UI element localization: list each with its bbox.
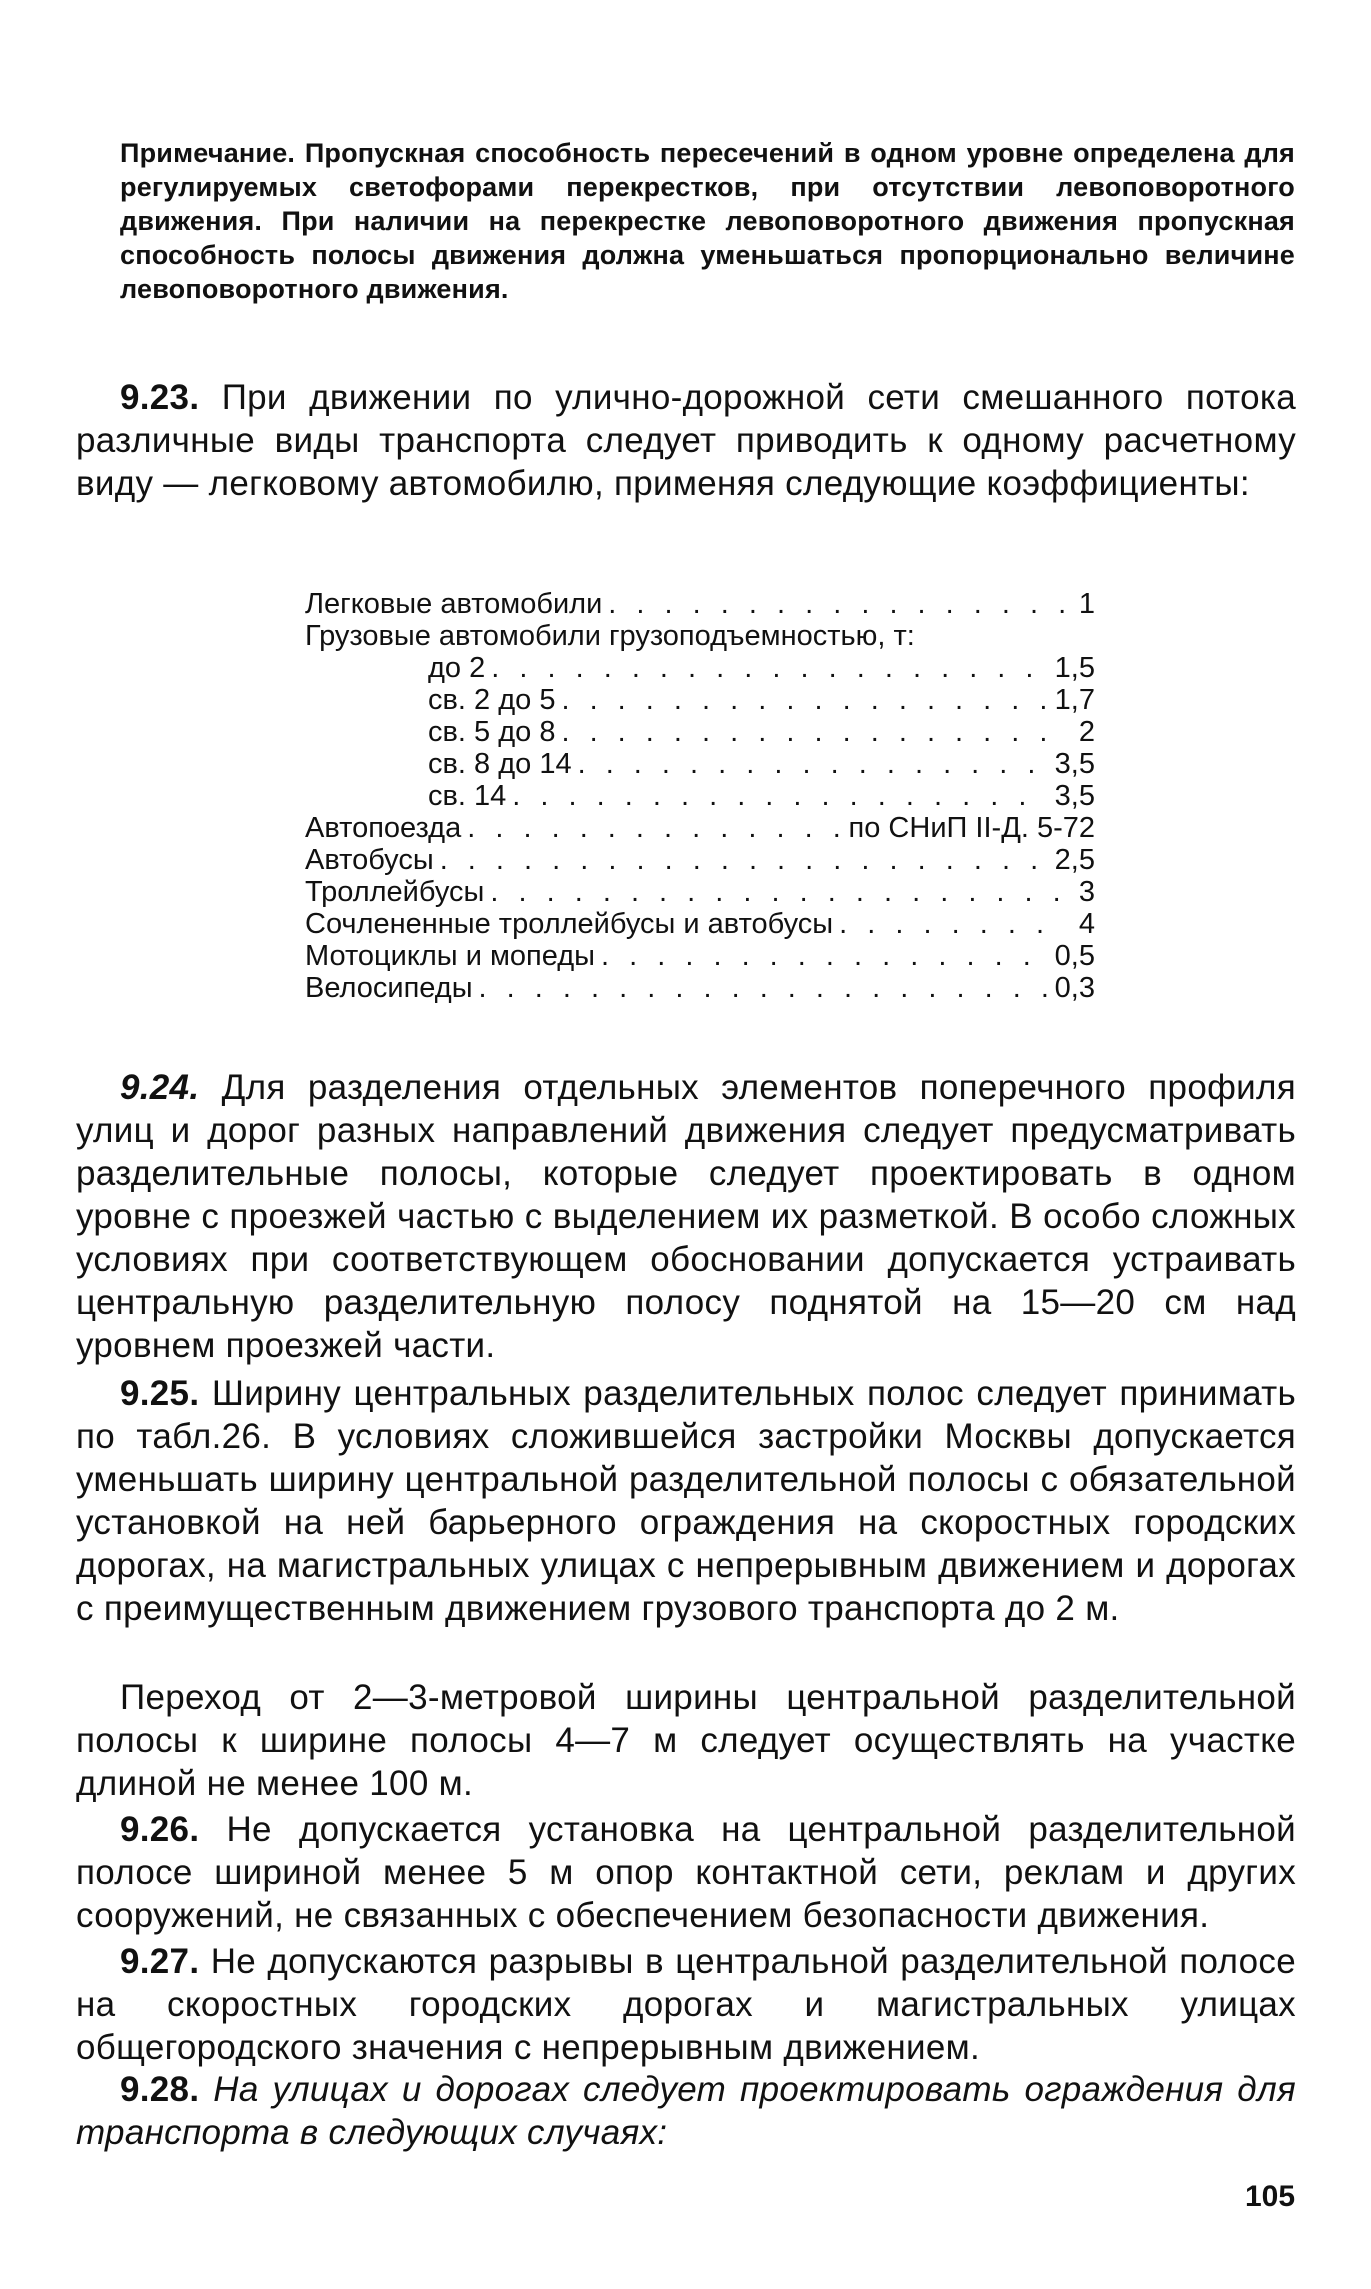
clause-9-25-continued [76,1676,1296,1805]
coef-name: Грузовые автомобили грузоподъемностью, т: [305,620,915,652]
coef-name: Легковые автомобили [305,588,603,620]
clause-text: При движении по улично-дорожной сети смешанного потока различные виды транспорта следует приводить к одному расчетному виду — легковому автомобилю, применяя следующие коэффициенты: [76,378,1296,503]
clause-9-25 [76,1372,1296,1630]
coef-row [305,812,1095,844]
clause-number: 9.26. [120,1810,200,1849]
leader-dots [490,876,1065,908]
coef-name: Сочлененные троллейбусы и автобусы [305,908,834,940]
leader-dots [512,780,1048,812]
clause-number: 9.23. [120,378,200,417]
coefficients-list [305,588,1095,1004]
coef-name: Мотоциклы и мопеды [305,940,595,972]
coef-value: 2,5 [1054,844,1095,876]
clause-number: 9.24. [120,1068,200,1107]
coef-name: св. 5 до 8 [428,716,556,748]
coef-row [305,844,1095,876]
clause-9-23 [76,376,1296,505]
clause-text: Не допускается установка на центральной разделительной полосе шириной менее 5 м опор контактной сети, реклам и других сооружений, не связанных с обеспечением безопасности движения. [76,1810,1296,1935]
coef-name: св. 14 [428,780,507,812]
coef-value: 4 [1078,908,1095,940]
coef-name: св. 8 до 14 [428,748,572,780]
coef-row [305,748,1095,780]
clause-text: Для разделения отдельных элементов поперечного профиля улиц и дорог разных направлений движения следует предусматривать разделительные полосы, которые следует проектировать в одном уровне с проезжей частью с выделением их разметкой. В особо сложных условиях при соответствующем обосновании допускается устраивать центральную разделительную полосу поднятой на 15—20 см над уровнем проезжей части. [76,1068,1297,1365]
coef-row [305,940,1095,972]
coef-row [305,652,1095,684]
note-lead: Примечание. [120,138,296,168]
coef-value: 3,5 [1054,748,1095,780]
coef-value: 3,5 [1054,780,1095,812]
coef-row [305,780,1095,812]
clause-number: 9.27. [120,1942,200,1981]
clause-text: Ширину центральных разделительных полос следует принимать по табл.26. В условиях сложившейся застройки Москвы допускается уменьшать ширину центральной разделительной полосы с обязательной установкой на ней барьерного ограждения на скоростных городских дорогах, на магистральных улицах с непрерывным движением и дорогах с преимущественным движением грузового транспорта до 2 м. [76,1374,1297,1628]
clause-text: Не допускаются разрывы в центральной разделительной полосе на скоростных городских дорогах и магистральных улицах общегородского значения с непрерывным движением. [76,1942,1296,2067]
coef-name: Троллейбусы [305,876,485,908]
coef-value: 2 [1078,716,1095,748]
clause-9-28 [76,2068,1296,2154]
clause-text: Переход от 2—3-метровой ширины центральной разделительной полосы к ширине полосы 4—7 м следует осуществлять на участке длиной не менее 100 м. [76,1678,1296,1803]
coef-value: 0,3 [1054,972,1095,1004]
leader-dots [839,908,1065,940]
clause-number: 9.25. [120,1374,200,1413]
coef-value: 1,5 [1054,652,1095,684]
coef-row [305,908,1095,940]
coef-name: Автобусы [305,844,434,876]
note-text: Пропускная способность пересечений в одном уровне определена для регулируемых светофорами перекрестков, при отсутствии левоповоротного движения. При наличии на перекрестке левоповоротного движения пропускная способность полосы движения должна уменьшаться пропорционально величине левоповоротного движения. [120,138,1295,304]
coef-row [305,684,1095,716]
coef-row [305,972,1095,1004]
coef-value: 1,7 [1054,684,1095,716]
clause-text: На улицах и дорогах следует проектировать ограждения для транспорта в следующих случаях: [76,2070,1296,2152]
coef-name: св. 2 до 5 [428,684,556,716]
page-number: 105 [1245,2180,1296,2213]
note-paragraph [120,136,1295,306]
coef-row [305,716,1095,748]
coef-name: Автопоезда [305,812,462,844]
leader-dots [608,588,1065,620]
leader-dots [601,940,1049,972]
coef-row [305,620,1095,652]
coef-value: 1 [1078,588,1095,620]
leader-dots [578,748,1049,780]
clause-9-24 [76,1066,1296,1367]
clause-9-26 [76,1808,1296,1937]
leader-dots [479,972,1049,1004]
coef-name: до 2 [428,652,486,684]
leader-dots [467,812,842,844]
coef-row [305,876,1095,908]
coef-value: 3 [1078,876,1095,908]
clause-number: 9.28. [120,2070,200,2109]
coef-name: Велосипеды [305,972,473,1004]
leader-dots [561,716,1065,748]
clause-9-27 [76,1940,1296,2069]
coef-value: 0,5 [1054,940,1095,972]
coef-value: по СНиП II-Д. 5-72 [848,812,1095,844]
leader-dots [440,844,1049,876]
leader-dots [491,652,1048,684]
coef-row [305,588,1095,620]
leader-dots [561,684,1048,716]
